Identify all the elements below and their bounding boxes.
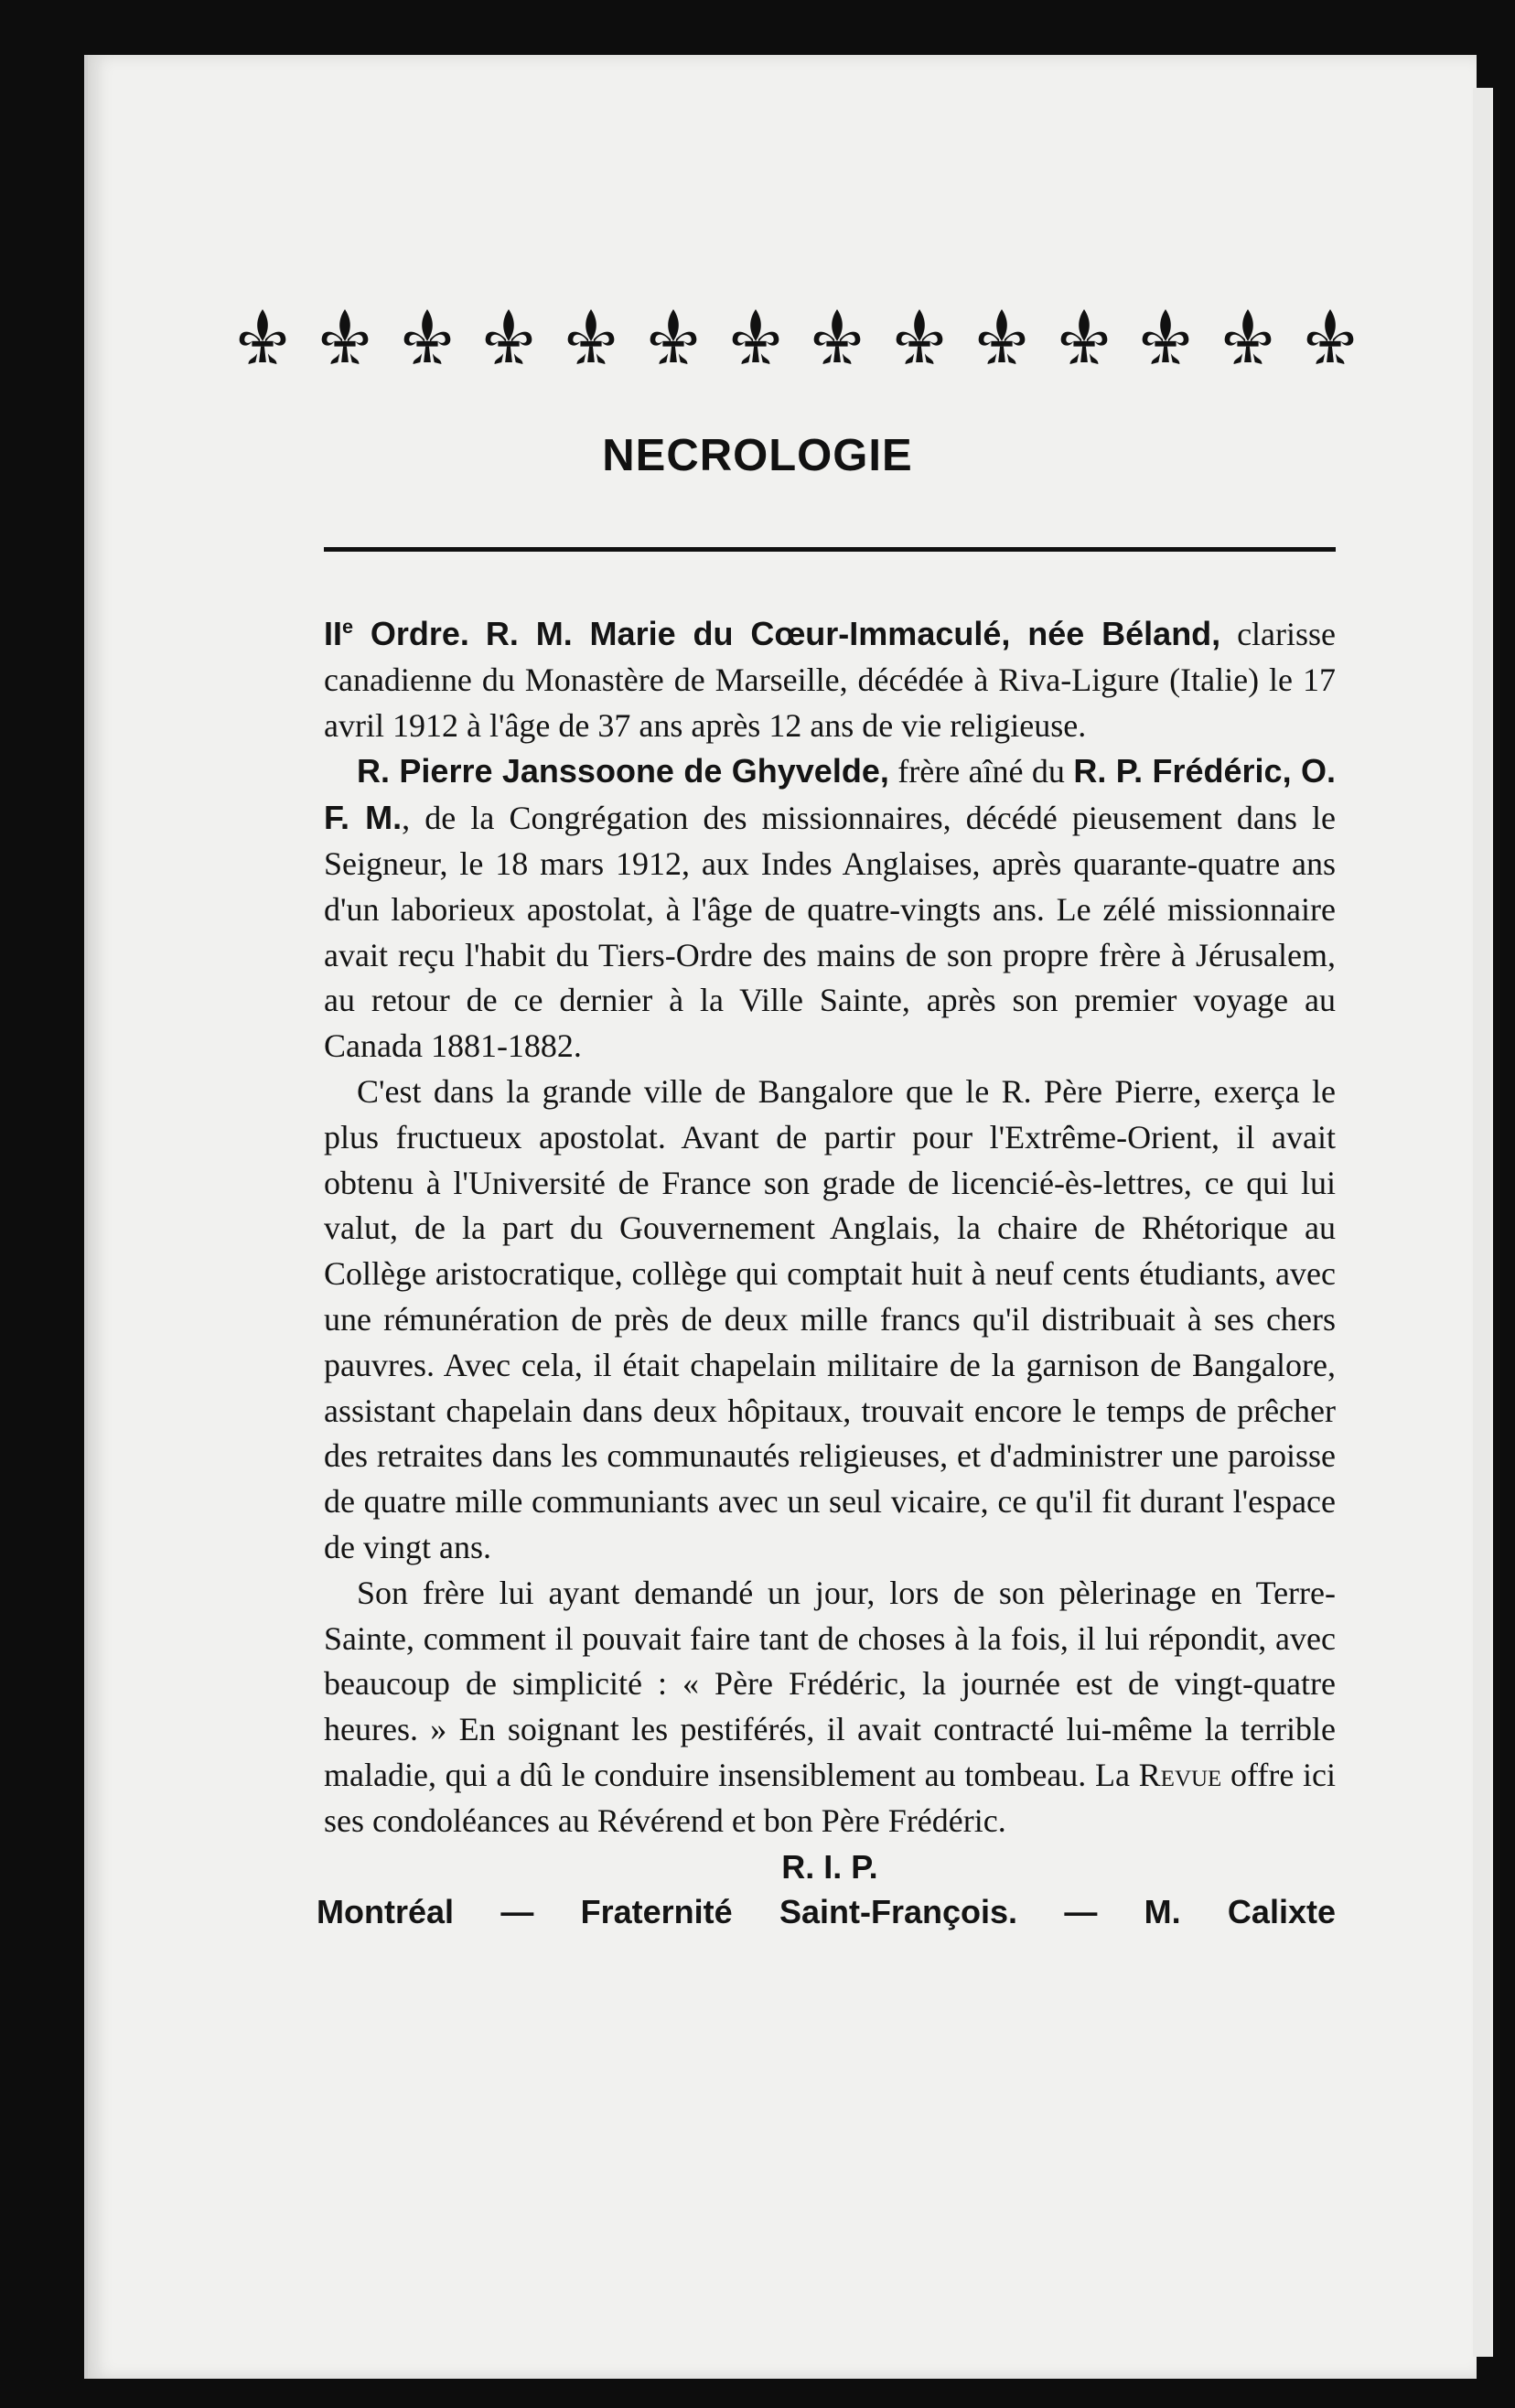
next-notice-heading: Montréal — Fraternité Saint-François. — M. Calixte — [317, 1893, 1336, 1931]
notice-2: R. Pierre Janssoone de Ghyvelde, frère aîné du R. P. Frédéric, O. F. M., de la Congrégation des missionnaires, décédé pieusement dans le Seigneur, le 18 mars 1912, aux Indes Anglaises, après quarante-quatre ans d'un laborieux apostolat, à l'âge de quatre-vingts ans. Le zélé missionnaire avait reçu l'habit du Tiers-Ordre des mains de son propre frère à Jérusalem, au retour de ce dernier à la Ville Sainte, après son premier voyage au Canada 1881-1882. — [324, 752, 1336, 1065]
revue-name: Revue — [1138, 1756, 1222, 1793]
fleur-de-lis-icon — [564, 305, 618, 369]
fleur-de-lis-icon — [1304, 305, 1357, 369]
fleur-de-lis-icon — [1139, 305, 1192, 369]
fleur-de-lis-icon — [401, 305, 454, 369]
notice-2-text: , de la Congrégation des missionnaires, décédé pieusement dans le Seigneur, le 18 mars 1912, aux Indes Anglaises, après quarante-quatre ans d'un laborieux apostolat, à l'âge de quatre-vingts ans. Le zélé missionnaire avait reçu l'habit du Tiers-Ordre des mains de son propre frère à Jérusalem, au retour de ce dernier à la Ville Sainte, après son premier voyage au Canada 1881-1882. — [324, 800, 1336, 1065]
deceased-name-2: R. Pierre Janssoone de Ghyvelde, — [357, 752, 889, 790]
fleur-de-lis-icon — [482, 305, 535, 369]
fleur-de-lis-icon — [318, 305, 371, 369]
deceased-name-1: R. M. Marie du Cœur-Immaculé, née Béland, — [485, 615, 1221, 652]
notice-1-text: clarisse canadienne du Monastère de Marseille, décédée à Riva-Ligure (Italie) le 17 avril 1912 à l'âge de 37 ans après 12 ans de vie religieuse. — [324, 616, 1337, 744]
next-page-edge — [1473, 88, 1493, 2357]
rip-line: R. I. P. — [781, 1847, 878, 1886]
title-rule — [324, 547, 1336, 552]
fleur-de-lis-icon — [811, 305, 864, 369]
fleur-de-lis-icon — [1058, 305, 1111, 369]
fleur-de-lis-icon — [975, 305, 1028, 369]
fleur-de-lis-icon — [236, 305, 289, 369]
paragraph-bangalore: C'est dans la grande ville de Bangalore que le R. Père Pierre, exerça le plus fructueux apostolat. Avant de partir pour l'Extrême-Orient, il avait obtenu à l'Université de France son grade de licencié-ès-lettres, ce qui lui valut, de la part du Gouvernement Anglais, la chaire de Rhétorique au Collège aristocratique, collège qui comptait huit à neuf cents étudiants, avec une rémunération de près de deux mille francs qu'il distribuait à ses chers pauvres. Avec cela, il était chapelain militaire de la garnison de Bangalore, assistant chapelain dans deux hôpitaux, trouvait encore le temps de prêcher des retraites dans les communautés religieuses, et d'administrer une paroisse de quatre mille communiants avec un seul vicaire, ce qu'il fit durant l'espace de vingt ans. — [324, 1072, 1336, 1565]
paragraph-pilgrimage: Son frère lui ayant demandé un jour, lors de son pèlerinage en Terre-Sainte, comment il pouvait faire tant de choses à la fois, il lui répondit, avec beaucoup de simplicité : « Père Frédéric, la journée est de vingt-quatre heures. » En soignant les pestiférés, il avait contracté lui-même la terrible maladie, qui a dû le conduire insensiblement au tombeau. La Revue offre ici ses condoléances au Révérend et bon Père Frédéric. — [324, 1574, 1336, 1839]
fleur-de-lis-icon — [1221, 305, 1274, 369]
fleur-de-lis-icon — [729, 305, 782, 369]
notice-1 — [324, 611, 1336, 748]
fleur-de-lis-icon — [893, 305, 946, 369]
order-label: IIe Ordre. — [324, 615, 469, 652]
fleur-de-lis-icon — [647, 305, 700, 369]
necrology-text — [317, 611, 1337, 1935]
brother-name: R. P. Frédéric, O. F. M. — [324, 752, 1336, 837]
page-title: NECROLOGIE — [602, 431, 913, 480]
fleur-de-lis-border — [236, 291, 1357, 382]
